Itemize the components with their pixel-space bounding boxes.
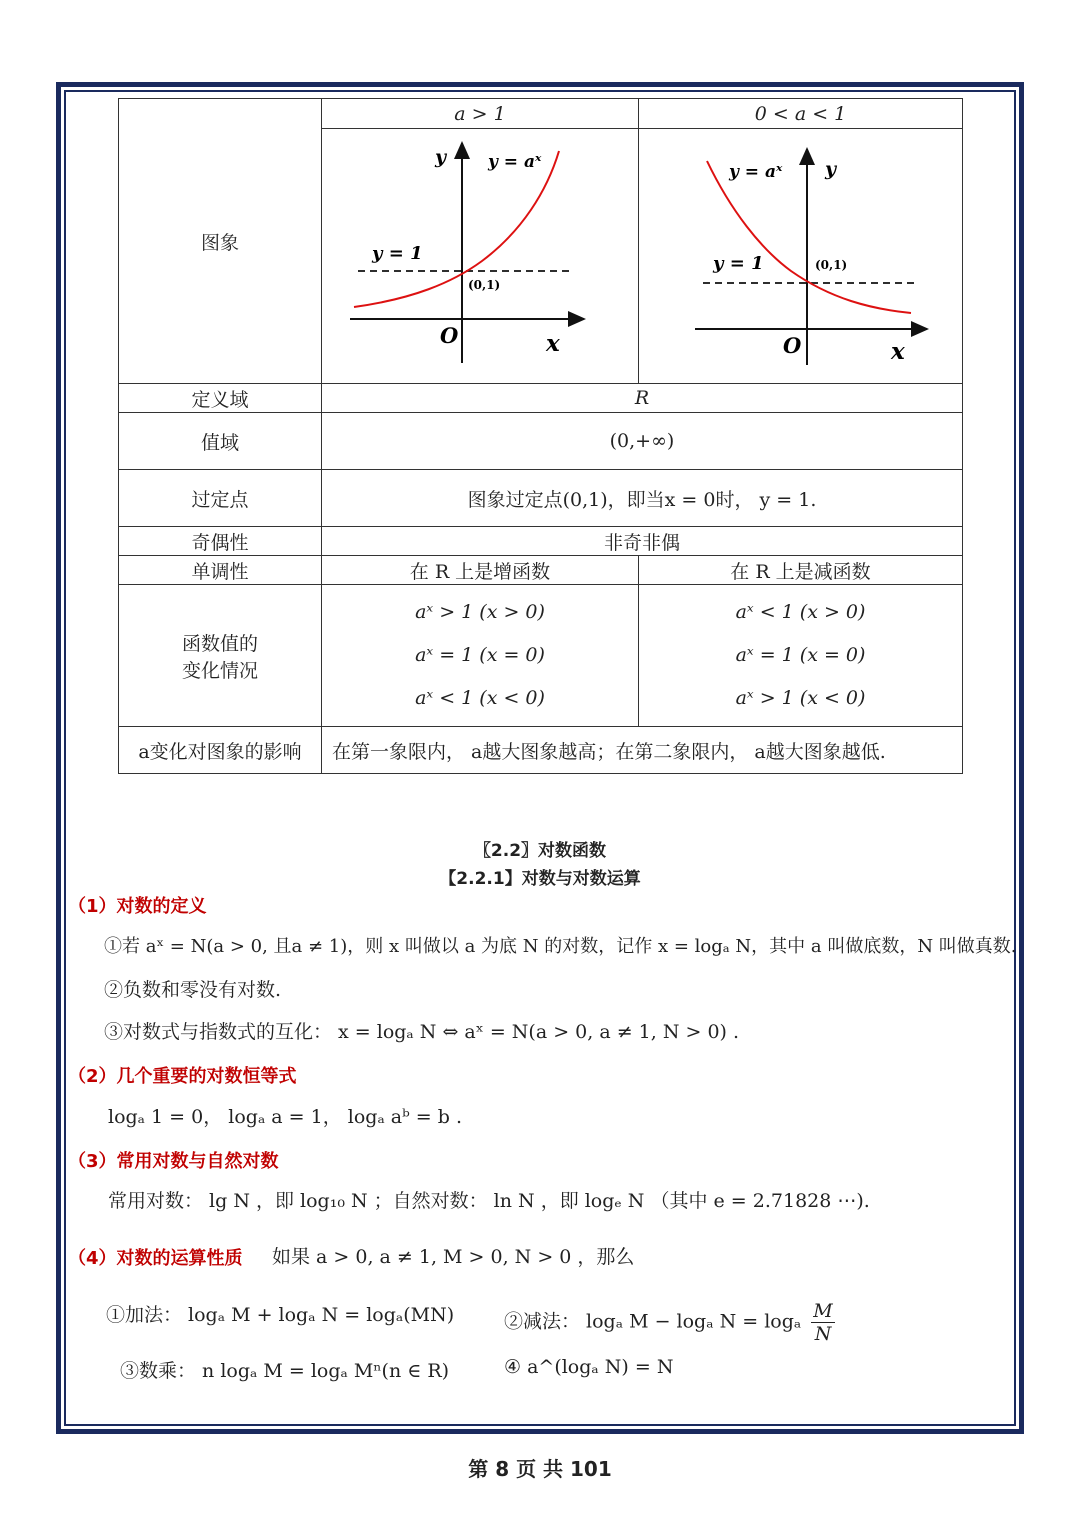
exp-curve (707, 161, 911, 313)
x-axis-label: x (546, 330, 560, 357)
property-multiplication: ③数乘： n logₐ M = logₐ Mⁿ(n ∈ R) (120, 1360, 450, 1382)
range-value: (0,+∞) (322, 413, 963, 470)
origin-label: O (782, 333, 801, 358)
definition-line-3: ③对数式与指数式的互化： x = logₐ N ⇔ aˣ = N(a > 0, a ≠ 1, N > 0) . (104, 1021, 740, 1043)
header-a-gt-1: a > 1 (322, 99, 639, 129)
change-dec-2: aˣ = 1 (x = 0) (735, 644, 866, 666)
identities-line: logₐ 1 = 0， logₐ a = 1， logₐ aᵇ = b . (108, 1106, 462, 1128)
definition-line-1: ①若 aˣ = N(a > 0, 且a ≠ 1)，则 x 叫做以 a 为底 N 的对数，记作 x = logₐ N，其中 a 叫做底数，N 叫做真数. (104, 936, 1017, 957)
curve-label: y = aˣ (728, 162, 782, 182)
point-label: (0,1) (468, 278, 501, 292)
monotonic-increasing: 在 R 上是增函数 (322, 556, 639, 585)
monotonic-decreasing: 在 R 上是减函数 (639, 556, 963, 585)
heading-common-natural-log: （3）常用对数与自然对数 (68, 1151, 279, 1172)
range-label: 值域 (119, 413, 322, 470)
heading-log-properties: （4）对数的运算性质 (68, 1248, 243, 1269)
change-decreasing (639, 585, 963, 727)
domain-label: 定义域 (119, 384, 322, 413)
change-dec-3: aˣ > 1 (x < 0) (735, 687, 866, 709)
change-dec-1: aˣ < 1 (x > 0) (735, 601, 866, 623)
property-addition: ①加法： logₐ M + logₐ N = logₐ(MN) (106, 1304, 455, 1326)
curve-label: y = aˣ (488, 152, 542, 172)
subtraction-fraction (811, 1300, 834, 1345)
change-inc-1: aˣ > 1 (x > 0) (415, 601, 545, 623)
header-a-lt-1: 0 < a < 1 (639, 99, 963, 129)
asymptote-label: y = 1 (712, 253, 764, 274)
property-subtraction (504, 1300, 835, 1345)
graph-decreasing-cell (639, 129, 963, 384)
effect-label: a变化对图象的影响 (119, 727, 322, 774)
heading-log-identities: （2）几个重要的对数恒等式 (68, 1066, 297, 1087)
graph-increasing (322, 131, 638, 381)
properties-condition: 如果 a > 0, a ≠ 1, M > 0, N > 0 ，那么 (272, 1246, 635, 1268)
change-inc-3: aˣ < 1 (x < 0) (415, 687, 545, 709)
section-title: 〖2.2〗对数函数 (473, 841, 607, 861)
fixed-point-value: 图象过定点(0,1)，即当x = 0时， y = 1. (322, 470, 963, 527)
change-label-line-2: 变化情况 (181, 659, 258, 682)
section-subtitle: 【2.2.1】对数与对数运算 (439, 869, 641, 889)
exponential-properties-table (118, 98, 963, 774)
change-label-line-1: 函数值的 (181, 632, 258, 655)
y-axis-label: y (824, 158, 836, 180)
origin-label: O (440, 323, 459, 348)
common-natural-log-line: 常用对数： lg N ，即 log₁₀ N ；自然对数： ln N ，即 logₑ N （其中 e = 2.71828 ⋯). (108, 1190, 870, 1212)
graph-label: 图象 (119, 99, 322, 384)
subtraction-left: ②减法： logₐ M − logₐ N = logₐ (504, 1310, 802, 1333)
change-label (119, 585, 322, 727)
graph-decreasing (641, 131, 961, 381)
property-exponent: ④ a^(logₐ N) = N (504, 1356, 674, 1378)
fixed-point-label: 过定点 (119, 470, 322, 527)
domain-value: R (322, 384, 963, 413)
parity-label: 奇偶性 (119, 527, 322, 556)
parity-value: 非奇非偶 (322, 527, 963, 556)
page-footer: 第 8 页 共 101 (468, 1457, 612, 1481)
definition-line-2: ②负数和零没有对数. (104, 979, 282, 1001)
x-axis-label: x (890, 338, 905, 365)
asymptote-label: y = 1 (372, 243, 423, 264)
heading-log-definition: （1）对数的定义 (68, 896, 207, 917)
effect-value: 在第一象限内， a越大图象越高；在第二象限内， a越大图象越低. (322, 727, 963, 774)
graph-increasing-cell (322, 129, 639, 384)
point-label: (0,1) (814, 258, 847, 272)
fraction-numerator: M (813, 1300, 833, 1322)
change-inc-2: aˣ = 1 (x = 0) (415, 644, 545, 666)
monotonic-label: 单调性 (119, 556, 322, 585)
y-axis-label: y (435, 146, 447, 168)
fraction-denominator: N (814, 1323, 832, 1345)
change-increasing (322, 585, 639, 727)
exp-curve (354, 151, 559, 307)
